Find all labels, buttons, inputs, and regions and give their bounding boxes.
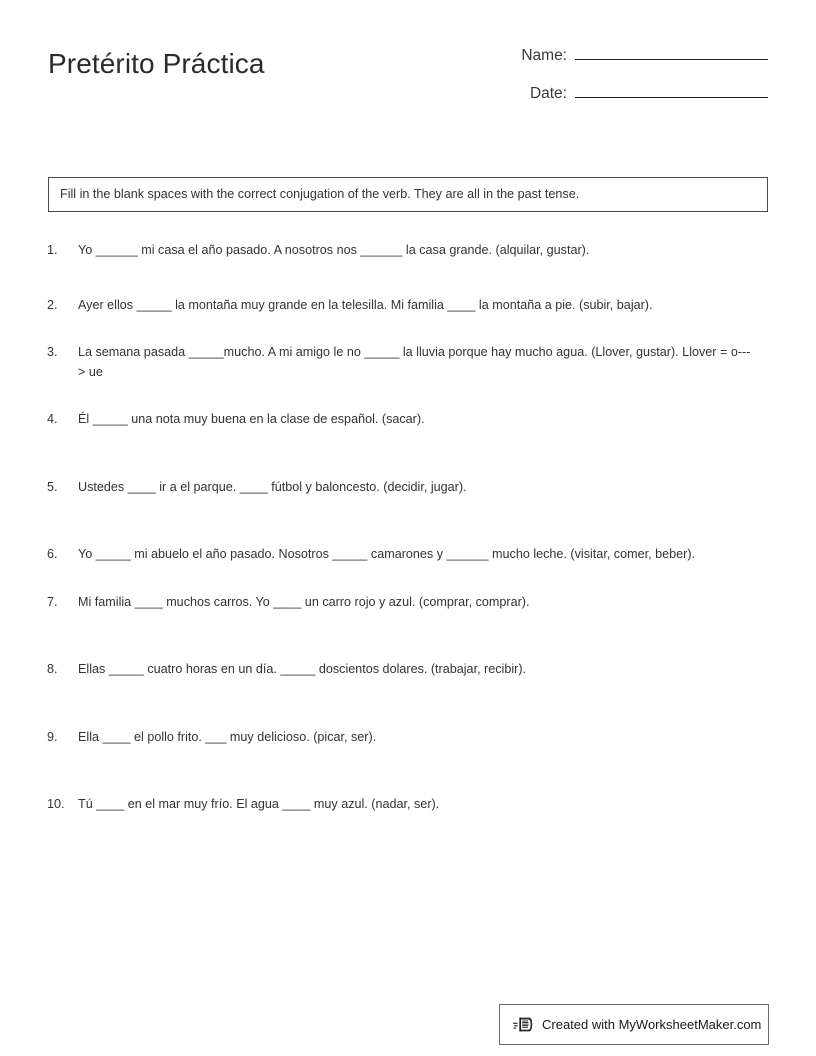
question-text: Yo _____ mi abuelo el año pasado. Nosotros _____ camarones y ______ mucho leche. (visitar, comer, beber). [78,547,696,562]
name-date-block [486,40,768,116]
question-text: Él _____ una nota muy buena en la clase de español. (sacar). [78,412,425,427]
question-number: 4. [47,412,58,427]
question-text: Ustedes ____ ir a el parque. ____ fútbol y baloncesto. (decidir, jugar). [78,479,467,494]
question-number: 8. [47,662,58,677]
question-text: Ella ____ el pollo frito. ___ muy delicioso. (picar, ser). [78,729,377,744]
page-title: Pretérito Práctica [48,48,265,79]
worksheet-header [48,40,768,130]
question-item [46,795,768,815]
date-field-row [486,78,768,116]
name-input[interactable] [575,40,768,60]
worksheet-maker-logo-icon [513,1014,535,1036]
question-item [46,410,768,430]
badge-label: Created with MyWorksheetMaker.com [542,1017,762,1032]
name-label: Name: [521,47,567,64]
question-number: 9. [47,729,58,744]
question-item [46,728,768,748]
question-item [46,296,768,316]
question-item [46,660,768,680]
question-text: La semana pasada _____mucho. A mi amigo le no _____ la lluvia porque hay mucho agua. (Llover, gustar). Llover = o---> ue [78,345,751,379]
question-item [46,478,768,498]
question-item [46,593,768,613]
question-text: Ayer ellos _____ la montaña muy grande en la telesilla. Mi familia ____ la montaña a pie. (subir, bajar). [78,297,653,312]
question-number: 3. [47,345,58,360]
questions-list [46,241,768,815]
question-number: 6. [47,547,58,562]
question-number: 5. [47,479,58,494]
question-text: Tú ____ en el mar muy frío. El agua ____ muy azul. (nadar, ser). [78,797,440,812]
question-number: 10. [47,797,65,812]
question-item [46,343,768,382]
question-item [46,545,768,565]
question-item [46,241,768,261]
instructions-text: Fill in the blank spaces with the correct conjugation of the verb. They are all in the past tense. [60,186,580,201]
question-number: 1. [47,243,58,257]
name-field-row [486,40,768,78]
question-text: Yo ______ mi casa el año pasado. A nosotros nos ______ la casa grande. (alquilar, gustar). [78,243,590,257]
date-label: Date: [529,85,567,102]
instructions-box [48,177,768,212]
date-input[interactable] [575,78,768,98]
question-number: 2. [47,297,58,312]
created-with-badge[interactable] [499,1004,769,1045]
question-text: Mi familia ____ muchos carros. Yo ____ un carro rojo y azul. (comprar, comprar). [78,594,530,609]
question-text: Ellas _____ cuatro horas en un día. _____ doscientos dolares. (trabajar, recibir). [78,662,527,677]
question-number: 7. [47,594,58,609]
